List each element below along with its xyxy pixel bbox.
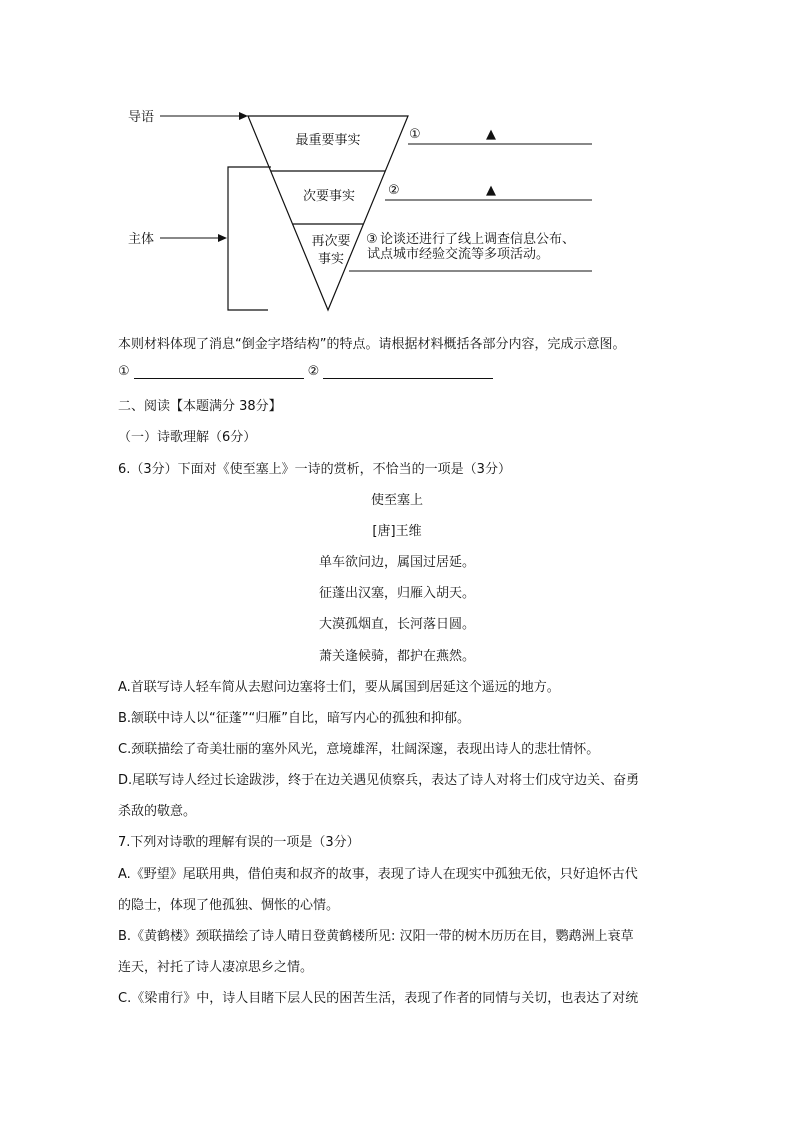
level-3-label-line1: 再次要 (311, 234, 351, 249)
blank-row (118, 364, 497, 379)
marker-2: ② (388, 183, 400, 198)
q6-option-d: D.尾联写诗人经过长途跋涉，终于在边关遇见侦察兵，表达了诗人对将士们戍守边关、奋勇 (118, 773, 640, 788)
level-2-label: 次要事实 (302, 189, 356, 204)
level-3-label-line2: 事实 (317, 252, 345, 267)
blank-input-1[interactable] (134, 366, 304, 379)
level-3-text-line1: 论谈还进行了线上调查信息公布、 (380, 232, 576, 247)
lead-arrowhead (239, 112, 248, 120)
blank-label-1: ① (118, 364, 130, 379)
poem-line-3: 大漠孤烟直，长河落日圆。 (318, 617, 475, 632)
lead-label: 导语 (128, 110, 155, 125)
instruction-text: 本则材料体现了消息“倒金字塔结构”的特点。请根据材料概括各部分内容，完成示意图。 (118, 337, 626, 352)
q6-stem: 6.（3分）下面对《使至塞上》一诗的赏析，不恰当的一项是（3分） (118, 462, 511, 477)
poem-line-1: 单车欲问边，属国过居延。 (318, 555, 475, 570)
body-bracket (228, 167, 271, 310)
marker-3: ③ (366, 232, 378, 247)
poem-line-2: 征蓬出汉塞，归雁入胡天。 (318, 586, 475, 601)
q6-option-a: A.首联写诗人轻车简从去慰问边塞将士们，要从属国到居延这个遥远的地方。 (118, 680, 560, 695)
section2-title: 二、阅读【本题满分 38分】 (118, 399, 282, 414)
level-3-text-line2: 试点城市经验交流等多项活动。 (367, 247, 550, 262)
q6-option-b: B.颔联中诗人以“征蓬”“归雁”自比，暗写内心的孤独和抑郁。 (118, 711, 470, 726)
body-arrowhead (218, 234, 227, 242)
body-label: 主体 (128, 232, 155, 247)
inverted-pyramid-diagram (0, 0, 794, 330)
subsection1-title: （一）诗歌理解（6分） (118, 430, 257, 445)
q6-option-c: C.颈联描绘了奇美壮丽的塞外风光，意境雄浑，壮阔深邃，表现出诗人的悲壮情怀。 (118, 742, 600, 757)
q6-option-d-cont: 杀敌的敬意。 (118, 804, 197, 819)
marker-1: ① (409, 127, 421, 142)
answer-mark-1: ▲ (486, 127, 496, 142)
answer-mark-2: ▲ (486, 183, 496, 198)
poem-author: [唐]王维 (372, 524, 422, 539)
poem-title: 使至塞上 (370, 493, 423, 508)
blank-label-2: ② (307, 364, 320, 379)
q7-option-b: B.《黄鹤楼》颈联描绘了诗人晴日登黄鹤楼所见: 汉阳一带的树木历历在目，鹦鹉洲上衰草 (118, 929, 634, 944)
level-1-label: 最重要事实 (295, 133, 361, 148)
q7-option-b-cont: 连天，衬托了诗人凄凉思乡之情。 (118, 960, 314, 975)
q7-option-c: C.《梁甫行》中，诗人目睹下层人民的困苦生活，表现了作者的同情与关切，也表达了对统 (118, 991, 639, 1006)
q7-stem: 7.下列对诗歌的理解有误的一项是（3分） (118, 835, 360, 850)
poem-line-4: 萧关逢候骑，都护在燕然。 (318, 649, 475, 664)
q7-option-a: A.《野望》尾联用典，借伯夷和叔齐的故事，表现了诗人在现实中孤独无依，只好追怀古代 (118, 867, 638, 882)
q7-option-a-cont: 的隐士，体现了他孤独、惆怅的心情。 (118, 898, 340, 913)
blank-input-2[interactable] (323, 366, 493, 379)
